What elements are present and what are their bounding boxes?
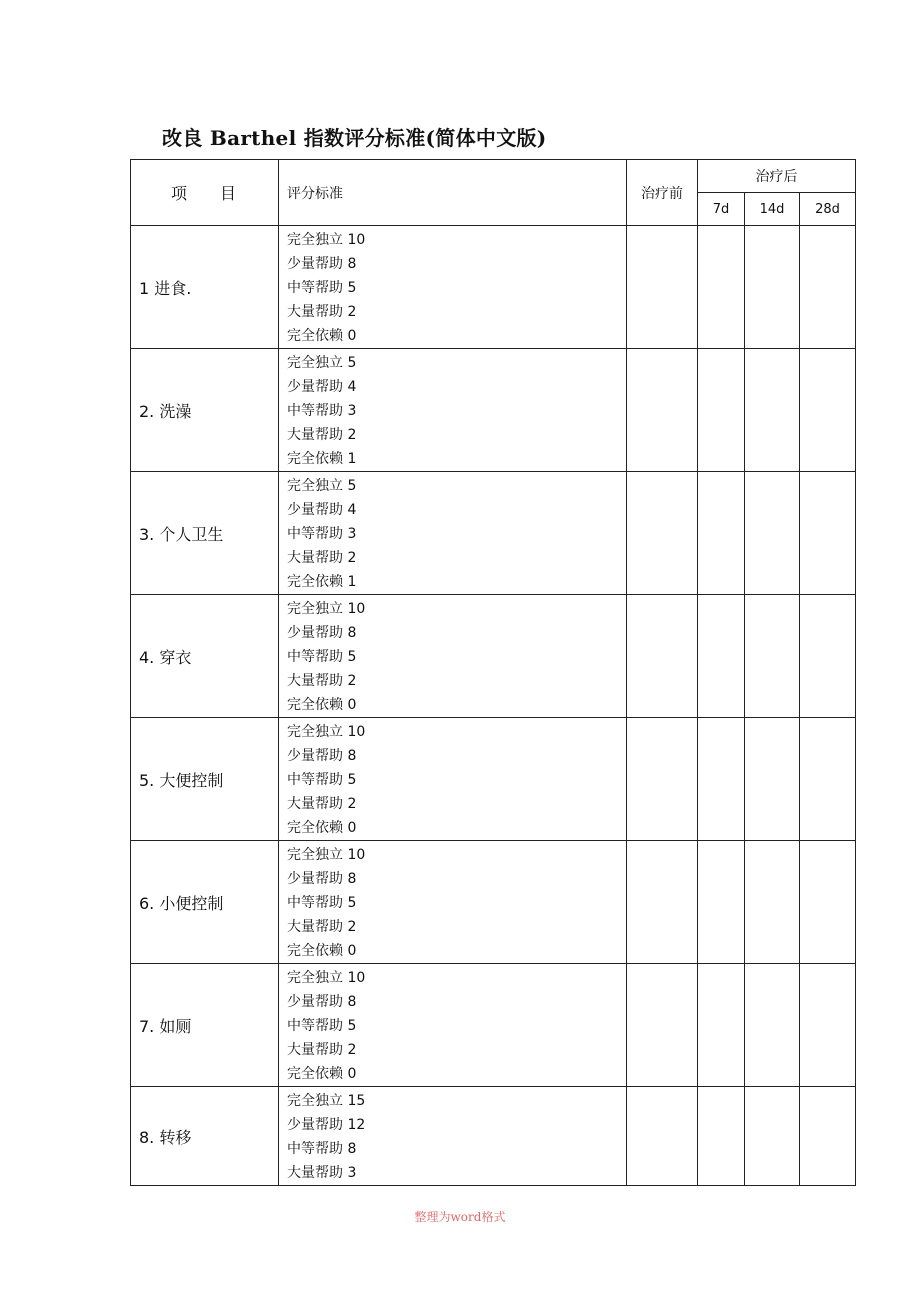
criteria-line: 完全依赖 1: [287, 574, 357, 590]
criteria-line: 完全独立 10: [287, 601, 366, 617]
header-day-14: 14d: [745, 193, 800, 226]
header-post-treatment: 治疗后: [698, 160, 856, 193]
item-name: 3. 个人卫生: [131, 472, 279, 595]
score-7d-cell[interactable]: [698, 1087, 745, 1186]
criteria-line: 完全依赖 0: [287, 328, 357, 344]
score-7d-cell[interactable]: [698, 964, 745, 1087]
criteria-cell: [279, 841, 627, 964]
criteria-line: 中等帮助 5: [287, 1018, 357, 1034]
table-row: [131, 1087, 856, 1186]
table-row: [131, 841, 856, 964]
criteria-line: 中等帮助 5: [287, 280, 357, 296]
score-14d-cell[interactable]: [745, 841, 800, 964]
score-28d-cell[interactable]: [800, 349, 856, 472]
criteria-line: 中等帮助 3: [287, 403, 357, 419]
criteria-line: 少量帮助 4: [287, 502, 357, 518]
header-row: [131, 160, 856, 193]
score-7d-cell[interactable]: [698, 226, 745, 349]
item-name: 4. 穿衣: [131, 595, 279, 718]
criteria-line: 完全独立 15: [287, 1093, 366, 1109]
score-pre-cell[interactable]: [627, 841, 698, 964]
criteria-line: 大量帮助 2: [287, 304, 357, 320]
score-pre-cell[interactable]: [627, 349, 698, 472]
table-row: [131, 226, 856, 349]
criteria-line: 少量帮助 8: [287, 256, 357, 272]
criteria-line: 完全独立 10: [287, 970, 366, 986]
barthel-score-table: [130, 159, 856, 1186]
criteria-line: 完全独立 10: [287, 232, 366, 248]
header-day-7: 7d: [698, 193, 745, 226]
criteria-line: 大量帮助 2: [287, 550, 357, 566]
score-pre-cell[interactable]: [627, 1087, 698, 1186]
score-14d-cell[interactable]: [745, 595, 800, 718]
score-28d-cell[interactable]: [800, 472, 856, 595]
criteria-line: 少量帮助 12: [287, 1117, 366, 1133]
criteria-line: 中等帮助 5: [287, 649, 357, 665]
score-28d-cell[interactable]: [800, 226, 856, 349]
criteria-line: 大量帮助 2: [287, 673, 357, 689]
criteria-line: 完全独立 5: [287, 478, 357, 494]
criteria-line: 中等帮助 5: [287, 772, 357, 788]
score-28d-cell[interactable]: [800, 718, 856, 841]
criteria-cell: [279, 718, 627, 841]
score-7d-cell[interactable]: [698, 841, 745, 964]
score-7d-cell[interactable]: [698, 718, 745, 841]
score-14d-cell[interactable]: [745, 964, 800, 1087]
item-name: 8. 转移: [131, 1087, 279, 1186]
criteria-line: 大量帮助 3: [287, 1165, 357, 1181]
criteria-line: 完全依赖 0: [287, 943, 357, 959]
criteria-line: 中等帮助 5: [287, 895, 357, 911]
criteria-line: 完全独立 10: [287, 724, 366, 740]
score-14d-cell[interactable]: [745, 1087, 800, 1186]
criteria-line: 少量帮助 8: [287, 994, 357, 1010]
score-pre-cell[interactable]: [627, 718, 698, 841]
score-14d-cell[interactable]: [745, 349, 800, 472]
criteria-cell: [279, 1087, 627, 1186]
score-7d-cell[interactable]: [698, 595, 745, 718]
score-28d-cell[interactable]: [800, 964, 856, 1087]
header-item: 项 目: [131, 160, 279, 226]
criteria-line: 中等帮助 3: [287, 526, 357, 542]
criteria-cell: [279, 964, 627, 1087]
criteria-line: 大量帮助 2: [287, 796, 357, 812]
page-title: 改良 Barthel 指数评分标准(简体中文版): [162, 126, 547, 150]
table-row: [131, 349, 856, 472]
item-name: 6. 小便控制: [131, 841, 279, 964]
table-row: [131, 472, 856, 595]
score-28d-cell[interactable]: [800, 595, 856, 718]
item-name: 2. 洗澡: [131, 349, 279, 472]
header-pre-treatment: 治疗前: [627, 160, 698, 226]
criteria-line: 完全独立 10: [287, 847, 366, 863]
score-pre-cell[interactable]: [627, 964, 698, 1087]
criteria-cell: [279, 226, 627, 349]
score-pre-cell[interactable]: [627, 472, 698, 595]
criteria-line: 少量帮助 8: [287, 871, 357, 887]
criteria-line: 少量帮助 8: [287, 748, 357, 764]
score-14d-cell[interactable]: [745, 226, 800, 349]
header-criteria: 评分标准: [279, 160, 627, 226]
table-row: [131, 595, 856, 718]
score-28d-cell[interactable]: [800, 1087, 856, 1186]
item-name: 1 进食.: [131, 226, 279, 349]
item-name: 5. 大便控制: [131, 718, 279, 841]
criteria-line: 完全独立 5: [287, 355, 357, 371]
criteria-line: 大量帮助 2: [287, 919, 357, 935]
table-row: [131, 964, 856, 1087]
criteria-cell: [279, 349, 627, 472]
table-row: [131, 718, 856, 841]
criteria-line: 完全依赖 0: [287, 697, 357, 713]
score-28d-cell[interactable]: [800, 841, 856, 964]
criteria-line: 大量帮助 2: [287, 427, 357, 443]
item-name: 7. 如厕: [131, 964, 279, 1087]
criteria-line: 大量帮助 2: [287, 1042, 357, 1058]
score-7d-cell[interactable]: [698, 349, 745, 472]
criteria-line: 完全依赖 0: [287, 1066, 357, 1082]
criteria-cell: [279, 472, 627, 595]
score-pre-cell[interactable]: [627, 226, 698, 349]
score-7d-cell[interactable]: [698, 472, 745, 595]
criteria-line: 完全依赖 1: [287, 451, 357, 467]
header-day-28: 28d: [800, 193, 856, 226]
criteria-line: 少量帮助 8: [287, 625, 357, 641]
criteria-cell: [279, 595, 627, 718]
criteria-line: 中等帮助 8: [287, 1141, 357, 1157]
criteria-line: 完全依赖 0: [287, 820, 357, 836]
score-pre-cell[interactable]: [627, 595, 698, 718]
score-14d-cell[interactable]: [745, 718, 800, 841]
footer-watermark: 整理为word格式: [414, 1210, 506, 1224]
score-14d-cell[interactable]: [745, 472, 800, 595]
criteria-line: 少量帮助 4: [287, 379, 357, 395]
